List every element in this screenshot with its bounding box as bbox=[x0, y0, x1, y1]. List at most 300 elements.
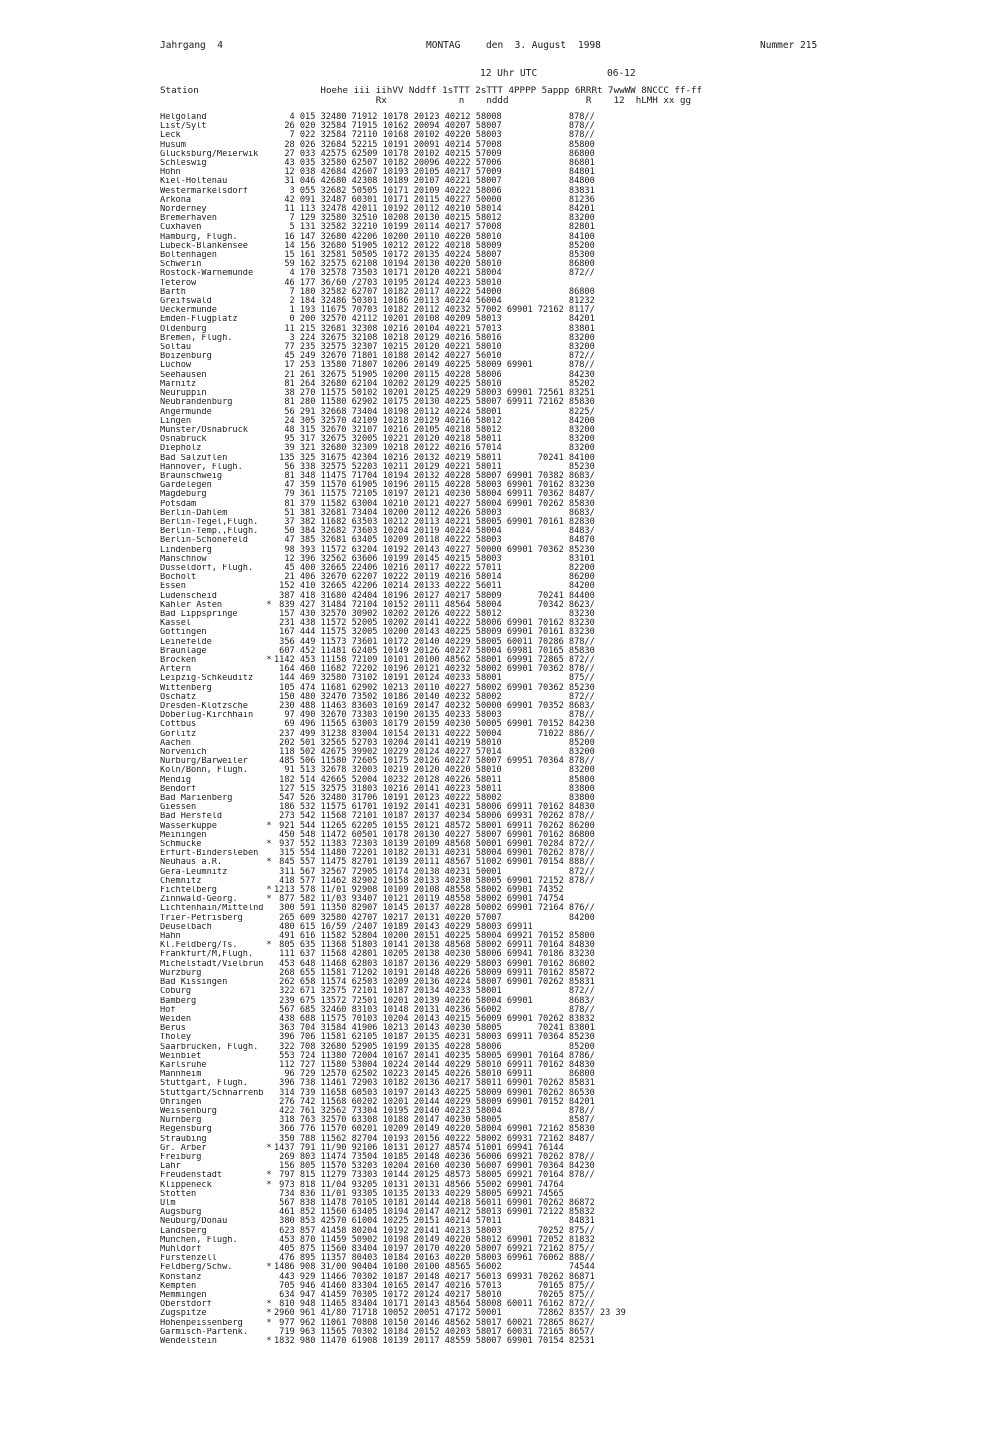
station-name: Mühldorf bbox=[160, 1244, 202, 1254]
mountain-marker bbox=[264, 536, 274, 545]
mountain-marker bbox=[264, 693, 274, 702]
station-values: 937 552 11383 72303 10139 20109 48568 50001 69901 70284 872// bbox=[274, 839, 595, 850]
station-values: 96 729 12570 62502 10223 20145 40226 58010 69911 86800 bbox=[274, 1069, 595, 1080]
station-name: Boltenhagen bbox=[160, 251, 217, 261]
station-values: 16 147 32680 42206 10200 20110 40220 58010 84100 bbox=[274, 231, 595, 242]
mountain-marker bbox=[264, 352, 274, 361]
station-values: 97 490 32670 73303 10190 20135 40233 58003 878// bbox=[274, 710, 595, 721]
station-name: Giessen bbox=[160, 803, 197, 813]
station-name: Braunlage bbox=[160, 646, 207, 656]
station-values: 56 338 32575 52203 10211 20129 40221 58011 85230 bbox=[274, 461, 595, 472]
mountain-marker bbox=[264, 564, 274, 573]
column-header-line-2: Rx n nddd R 12 hLMH xx gg bbox=[160, 95, 692, 106]
station-name: Doberlug-Kirchhain bbox=[160, 711, 254, 721]
station-name: Meiningen bbox=[160, 830, 207, 840]
mountain-marker: * bbox=[266, 1299, 272, 1310]
station-values: 1832 980 11470 61908 10139 20117 48559 58007 69901 70154 82531 bbox=[274, 1336, 595, 1347]
station-values: 634 947 41459 70305 10172 20124 40217 58010 70265 875// bbox=[274, 1290, 595, 1300]
station-name: Kiel-Holtenau bbox=[160, 177, 228, 187]
mountain-marker bbox=[264, 187, 274, 196]
station-name: Berlin-Temp.,Flugh. bbox=[160, 527, 259, 537]
mountain-marker bbox=[264, 177, 274, 186]
station-values: 51 381 32681 73404 10200 20112 40226 58003 8683/ bbox=[274, 507, 595, 518]
period-code-label: 06-12 bbox=[607, 68, 636, 79]
mountain-marker bbox=[264, 904, 274, 913]
station-name: Stuttgart/Schnarrenb bbox=[160, 1088, 264, 1098]
mountain-marker bbox=[264, 1043, 274, 1052]
station-name: München, Flugh. bbox=[160, 1235, 238, 1245]
station-values: 59 162 32575 62108 10194 20130 40220 58010 86800 bbox=[274, 259, 595, 270]
station-name: Straubing bbox=[160, 1134, 207, 1144]
mountain-marker: * bbox=[266, 1336, 272, 1347]
station-name: Osnabrück bbox=[160, 435, 207, 445]
mountain-marker bbox=[264, 435, 274, 444]
station-name: Oschatz bbox=[160, 692, 197, 702]
mountain-marker bbox=[264, 1190, 274, 1199]
station-name: Barth bbox=[160, 287, 186, 297]
mountain-marker bbox=[264, 361, 274, 370]
mountain-marker: * bbox=[266, 1142, 272, 1153]
station-name: Augsburg bbox=[160, 1208, 202, 1218]
station-name: Helgoland bbox=[160, 113, 207, 122]
mountain-marker bbox=[264, 141, 274, 150]
station-name: Garmisch-Partenk. bbox=[160, 1327, 248, 1337]
station-name: Essen bbox=[160, 582, 186, 592]
mountain-marker bbox=[264, 748, 274, 757]
station-name: Leinefelde bbox=[160, 637, 212, 647]
station-name: Hohenpeissenberg bbox=[160, 1318, 243, 1328]
station-values: 4 015 32480 71912 10178 20123 40212 58008 878// bbox=[274, 112, 595, 122]
mountain-marker bbox=[264, 518, 274, 527]
mountain-marker bbox=[264, 371, 274, 380]
station-values: 438 688 11575 70103 10204 20143 40215 56009 69901 70262 83832 bbox=[274, 1013, 595, 1024]
mountain-marker bbox=[264, 481, 274, 490]
mountain-marker: * bbox=[266, 1317, 272, 1328]
station-values: 839 427 31484 72104 10152 20111 48564 58004 70342 8623/ bbox=[274, 599, 595, 610]
mountain-marker bbox=[264, 131, 274, 140]
station-values: 105 474 11681 62902 10213 20110 40227 58002 69901 70362 85230 bbox=[274, 682, 595, 693]
station-name: Lingen bbox=[160, 416, 192, 426]
station-values: 567 838 11478 70105 10181 20144 40218 56011 69901 70262 86872 bbox=[274, 1197, 595, 1208]
mountain-marker bbox=[264, 619, 274, 628]
station-values: 547 526 32480 31706 10191 20123 40222 58002 83800 bbox=[274, 793, 595, 804]
mountain-marker bbox=[264, 702, 274, 711]
mountain-marker bbox=[264, 288, 274, 297]
mountain-marker: * bbox=[266, 1170, 272, 1181]
station-name: Düsseldorf, Flugh. bbox=[160, 563, 254, 573]
station-values: 47 359 11570 61905 10196 20115 40228 58003 69901 70162 83230 bbox=[274, 480, 595, 491]
station-name: Marnitz bbox=[160, 379, 197, 389]
station-name: Neuruppin bbox=[160, 389, 207, 399]
station-name: Schwerin bbox=[160, 260, 202, 270]
station-values: 81 348 11475 71704 10194 20132 40228 58007 69901 70382 8683/ bbox=[274, 470, 595, 481]
mountain-marker bbox=[264, 923, 274, 932]
station-name: Bad Kissingen bbox=[160, 978, 228, 988]
station-values: 135 325 31675 42304 10216 20132 40219 58011 70241 84100 bbox=[274, 452, 595, 463]
station-values: 734 836 11/01 93305 10135 20133 40229 58005 69921 74565 bbox=[274, 1188, 564, 1199]
mountain-marker bbox=[264, 408, 274, 417]
mountain-marker bbox=[264, 454, 274, 463]
station-values: 11 113 32478 42011 10192 20112 40210 58014 84201 bbox=[274, 204, 595, 215]
mountain-marker bbox=[264, 1116, 274, 1125]
date-label: den 3. August bbox=[486, 40, 567, 51]
station-name: Karlsruhe bbox=[160, 1060, 207, 1070]
station-name: Soltau bbox=[160, 343, 192, 353]
station-values: 318 763 32570 63308 10188 20147 40230 58005 8587/ bbox=[274, 1115, 595, 1126]
station-values: 91 513 32678 32003 10219 20120 40220 58010 83200 bbox=[274, 765, 595, 776]
station-values: 81 280 11580 62902 10175 20130 40225 58007 69911 72162 85830 bbox=[274, 397, 595, 408]
mountain-marker bbox=[264, 684, 274, 693]
table-row bbox=[160, 1337, 880, 1346]
station-name: Trier-Petrisberg bbox=[160, 913, 243, 923]
station-name: Dresden-Klotzsche bbox=[160, 702, 248, 711]
mountain-marker bbox=[264, 1236, 274, 1245]
station-name: Oldenburg bbox=[160, 324, 207, 334]
station-name: Berlin-Schönefeld bbox=[160, 536, 248, 546]
station-name: Erfurt-Bindersleben bbox=[160, 849, 259, 859]
station-name: Nürnberg bbox=[160, 1116, 202, 1126]
station-values: 405 875 11560 83404 10197 20170 40220 58007 69921 72162 875// bbox=[274, 1243, 595, 1254]
mountain-marker: * bbox=[266, 857, 272, 868]
station-name: Braunschweig bbox=[160, 471, 223, 481]
station-values: 797 815 11279 73303 10144 20125 48573 58005 69921 70164 878// bbox=[274, 1170, 595, 1181]
station-values: 921 544 11265 62205 10155 20121 48572 58001 69911 70262 86200 bbox=[274, 820, 595, 831]
station-values: 314 739 11658 60503 10197 20143 40225 58009 69901 70262 86530 bbox=[274, 1087, 595, 1098]
mountain-marker bbox=[264, 1199, 274, 1208]
mountain-marker: * bbox=[266, 940, 272, 951]
station-name: Ulm bbox=[160, 1198, 176, 1208]
utc-label: 12 Uhr UTC bbox=[480, 68, 538, 79]
station-values: 28 026 32684 52215 10191 20091 40214 57008 85800 bbox=[274, 139, 595, 150]
mountain-marker bbox=[264, 168, 274, 177]
station-values: 152 410 32665 42206 10214 20133 40222 56011 84200 bbox=[274, 581, 595, 592]
mountain-marker: * bbox=[266, 820, 272, 831]
station-name: Öhringen bbox=[160, 1097, 202, 1107]
mountain-marker bbox=[264, 1015, 274, 1024]
station-values: 387 418 31680 42404 10196 20127 40217 58009 70241 84400 bbox=[274, 590, 595, 601]
station-name: Mannheim bbox=[160, 1070, 202, 1080]
station-name: Kahler Asten bbox=[160, 600, 223, 610]
mountain-marker bbox=[264, 803, 274, 812]
station-values: 422 761 32562 73304 10195 20140 40223 58004 878// bbox=[274, 1105, 595, 1116]
mountain-marker bbox=[264, 1227, 274, 1236]
station-name: Deuselbach bbox=[160, 922, 212, 932]
station-values: 2960 961 41/80 71718 10052 20051 47172 50001 72862 8357/ 23 39 bbox=[274, 1308, 626, 1319]
mountain-marker bbox=[264, 766, 274, 775]
station-name: Bad Lippspringe bbox=[160, 609, 238, 619]
station-values: 322 671 32575 72101 10187 20134 40233 58001 872// bbox=[274, 986, 595, 997]
station-name: Bremen, Flugh. bbox=[160, 333, 233, 343]
mountain-marker bbox=[264, 398, 274, 407]
station-values: 877 582 11/03 93407 10121 20119 48558 58002 69901 74754 bbox=[274, 894, 564, 905]
station-values: 26 020 32584 71915 10162 20094 40207 58007 878// bbox=[274, 121, 595, 132]
jahrgang-label: Jahrgang 4 bbox=[160, 40, 223, 51]
station-values: 262 658 11574 62503 10209 20136 40224 58007 69901 70262 85831 bbox=[274, 977, 595, 988]
station-name: Nürburg/Barweiler bbox=[160, 757, 248, 767]
mountain-marker bbox=[264, 500, 274, 509]
station-values: 443 929 11466 70302 10187 20148 40217 56013 69931 70262 86871 bbox=[274, 1271, 595, 1282]
station-values: 269 803 11474 73504 10185 20148 40236 56006 69921 70262 878// bbox=[274, 1151, 595, 1162]
station-values: 4 170 32578 73503 10171 20120 40221 58004 872// bbox=[274, 268, 595, 279]
mountain-marker bbox=[264, 113, 274, 122]
station-values: 12 038 42684 42607 10193 20105 40217 57009 84801 bbox=[274, 167, 595, 178]
mountain-marker bbox=[264, 1273, 274, 1282]
station-name: List/Sylt bbox=[160, 122, 207, 132]
station-values: 118 502 42675 39902 10229 20124 40227 57014 83200 bbox=[274, 747, 595, 758]
station-values: 237 499 31238 83004 10154 20131 40222 50004 71022 886// bbox=[274, 728, 595, 739]
station-values: 1213 578 11/01 92908 10109 20108 48558 58002 69901 74352 bbox=[274, 885, 564, 896]
mountain-marker bbox=[264, 546, 274, 555]
station-values: 418 577 11462 82902 10158 20133 40230 58005 69901 72152 878// bbox=[274, 875, 595, 886]
mountain-marker bbox=[264, 306, 274, 315]
station-values: 81 379 11582 63004 10210 20121 40227 58004 69901 70262 85830 bbox=[274, 498, 595, 509]
mountain-marker bbox=[264, 1217, 274, 1226]
station-name: Freiburg bbox=[160, 1152, 202, 1162]
station-name: Gr. Arber bbox=[160, 1143, 207, 1153]
station-values: 453 870 11459 50902 10198 20149 40220 58012 69901 72052 81832 bbox=[274, 1234, 595, 1245]
station-name: Frankfurt/M,Flugh. bbox=[160, 950, 254, 960]
station-values: 50 384 32682 73603 10204 20119 40224 58004 8483/ bbox=[274, 526, 595, 537]
station-values: 322 708 32680 52905 10199 20135 40228 58006 85200 bbox=[274, 1041, 595, 1052]
mountain-marker bbox=[264, 159, 274, 168]
station-values: 567 685 32460 83103 10148 20131 40236 56002 878// bbox=[274, 1004, 595, 1015]
station-values: 3 224 32675 32108 10218 20129 40216 58016 83200 bbox=[274, 332, 595, 343]
mountain-marker bbox=[264, 233, 274, 242]
mountain-marker bbox=[264, 960, 274, 969]
mountain-marker bbox=[264, 987, 274, 996]
station-values: 79 361 11575 72105 10197 20121 40230 58004 69911 70362 8487/ bbox=[274, 489, 595, 500]
mountain-marker bbox=[264, 1208, 274, 1217]
station-values: 356 449 11573 73601 10172 20140 40229 58005 60011 70286 878// bbox=[274, 636, 595, 647]
mountain-marker bbox=[264, 389, 274, 398]
mountain-marker bbox=[264, 380, 274, 389]
station-values: 1437 791 11/90 92106 10131 20127 48574 51001 69941 76144 bbox=[274, 1142, 564, 1153]
station-values: 845 557 11475 82701 10139 20111 48567 51002 69901 70154 888// bbox=[274, 857, 595, 868]
mountain-marker bbox=[264, 711, 274, 720]
station-values: 0 200 32570 42112 10201 20108 40209 58013 84201 bbox=[274, 314, 595, 325]
station-name: Lindenberg bbox=[160, 545, 212, 555]
station-name: Klippeneck bbox=[160, 1180, 212, 1190]
day-label: MONTAG bbox=[426, 40, 461, 51]
station-name: Manschnow bbox=[160, 554, 207, 564]
station-values: 973 818 11/04 93205 10131 20131 48566 55002 69901 74764 bbox=[274, 1179, 564, 1190]
station-name: Neuhaus a.R. bbox=[160, 858, 223, 868]
station-values: 623 857 41458 80204 10192 20141 40213 58003 70252 875// bbox=[274, 1225, 595, 1236]
station-name: Tholey bbox=[160, 1033, 192, 1043]
station-name: Bad Hersfeld bbox=[160, 812, 223, 822]
mountain-marker: * bbox=[266, 654, 272, 665]
mountain-marker bbox=[264, 1079, 274, 1088]
station-values: 553 724 11380 72004 10167 20141 40235 58005 69901 70164 8786/ bbox=[274, 1050, 595, 1061]
mountain-marker bbox=[264, 1070, 274, 1079]
station-name: Lübeck-Blankensee bbox=[160, 241, 248, 251]
mountain-marker bbox=[264, 150, 274, 159]
mountain-marker bbox=[264, 279, 274, 288]
mountain-marker bbox=[264, 297, 274, 306]
mountain-marker: * bbox=[266, 839, 272, 850]
station-name: Bad Salzuflen bbox=[160, 453, 228, 463]
station-name: Hamburg, Flugh. bbox=[160, 232, 238, 242]
mountain-marker bbox=[264, 674, 274, 683]
station-name: Feldberg/Schw. bbox=[160, 1263, 233, 1273]
station-name: Rostock-Warnemünde bbox=[160, 269, 254, 279]
station-name: Greifswald bbox=[160, 297, 212, 307]
station-values: 311 567 32567 72905 10174 20138 40231 50001 872// bbox=[274, 866, 595, 877]
mountain-marker bbox=[264, 205, 274, 214]
station-name: Stuttgart, Flugh. bbox=[160, 1079, 248, 1089]
station-name: Emden-Flugplatz bbox=[160, 315, 238, 325]
station-name: Bad Marienberg bbox=[160, 794, 233, 804]
station-values: 7 129 32580 32510 10208 20130 40215 58012 83200 bbox=[274, 213, 595, 224]
station-values: 111 637 11568 42801 10205 20138 40230 58006 69941 70186 83230 bbox=[274, 949, 595, 960]
mountain-marker bbox=[264, 417, 274, 426]
station-values: 265 609 32580 42707 10217 20131 40220 57007 84200 bbox=[274, 912, 595, 923]
station-values: 164 460 11682 72202 10196 20121 40232 58002 69901 70362 878// bbox=[274, 664, 595, 675]
mountain-marker bbox=[264, 122, 274, 131]
station-name: Lüchow bbox=[160, 361, 192, 371]
mountain-marker bbox=[264, 444, 274, 453]
mountain-marker bbox=[264, 785, 274, 794]
mountain-marker bbox=[264, 555, 274, 564]
mountain-marker: * bbox=[266, 1179, 272, 1190]
station-name: Cuxhaven bbox=[160, 223, 202, 233]
mountain-marker bbox=[264, 269, 274, 278]
station-name: Bamberg bbox=[160, 996, 197, 1006]
station-values: 480 615 16/59 /2407 10189 20143 40229 58003 69911 bbox=[274, 921, 533, 932]
station-name: Saarbrücken, Flugh. bbox=[160, 1042, 259, 1052]
station-values: 24 305 32570 42109 10218 20129 40216 58012 84200 bbox=[274, 415, 595, 426]
mountain-marker bbox=[264, 1125, 274, 1134]
mountain-marker bbox=[264, 242, 274, 251]
station-values: 3 055 32682 50505 10171 20109 40222 58006 83831 bbox=[274, 185, 595, 196]
mountain-marker bbox=[264, 214, 274, 223]
station-values: 14 156 32680 51905 10212 20122 40218 58009 85200 bbox=[274, 240, 595, 251]
station-values: 453 648 11468 62803 10187 20136 40229 58003 69901 70162 86802 bbox=[274, 958, 595, 969]
station-values: 21 261 32675 51905 10200 20115 40228 58006 84230 bbox=[274, 369, 595, 380]
station-name: Schmücke bbox=[160, 840, 202, 850]
station-values: 56 291 32668 73404 10198 20112 40224 58001 8225/ bbox=[274, 406, 595, 417]
station-values: 366 776 11570 60201 10209 20149 40220 58004 69901 72162 85830 bbox=[274, 1124, 595, 1135]
mountain-marker bbox=[264, 573, 274, 582]
mountain-marker bbox=[264, 426, 274, 435]
station-values: 31 046 42680 42308 10189 20107 40221 58007 84800 bbox=[274, 176, 595, 187]
station-name: Bendorf bbox=[160, 784, 197, 794]
mountain-marker: * bbox=[266, 1308, 272, 1319]
station-name: Berlin-Tegel,Flugh. bbox=[160, 517, 259, 527]
station-values: 300 591 11350 82907 10145 20137 40228 50002 69901 72164 876// bbox=[274, 903, 595, 914]
mountain-marker bbox=[264, 1089, 274, 1098]
station-values: 150 480 32470 73502 10186 20140 40232 58002 872// bbox=[274, 691, 595, 702]
station-values: 230 488 11463 83603 10169 20147 40232 50000 69901 70352 8683/ bbox=[274, 701, 595, 711]
station-name: Freudenstadt bbox=[160, 1171, 223, 1181]
station-name: Köln/Bonn, Flugh. bbox=[160, 766, 248, 776]
station-values: 127 515 32575 31803 10216 20141 40223 58011 83800 bbox=[274, 783, 595, 794]
station-name: Wasserkuppe bbox=[160, 821, 217, 831]
station-values: 42 091 32487 60301 10171 20115 40227 50000 81236 bbox=[274, 194, 595, 205]
station-name: Leipzig-Schkeuditz bbox=[160, 674, 254, 684]
station-name: Berlin-Dahlem bbox=[160, 508, 228, 518]
mountain-marker bbox=[264, 914, 274, 923]
station-name: Berus bbox=[160, 1024, 186, 1034]
station-name: Göttingen bbox=[160, 628, 207, 638]
station-values: 396 706 11581 62105 10187 20135 40231 58003 69911 70364 85230 bbox=[274, 1032, 595, 1043]
mountain-marker bbox=[264, 223, 274, 232]
station-name: Wittenberg bbox=[160, 683, 212, 693]
station-name: Fürstenzell bbox=[160, 1254, 217, 1264]
station-name: Zinnwald-Georg. bbox=[160, 895, 238, 905]
table-row bbox=[160, 269, 880, 278]
station-name: Memmingen bbox=[160, 1291, 207, 1300]
station-name: Teterow bbox=[160, 278, 197, 288]
station-values: 11 215 32681 32308 10216 20104 40221 57013 83801 bbox=[274, 323, 595, 334]
station-values: 95 317 32675 32005 10221 20120 40218 58011 83200 bbox=[274, 434, 595, 445]
station-name: Artern bbox=[160, 665, 192, 675]
station-values: 461 852 11560 63405 10194 20147 40212 58013 69901 72122 85832 bbox=[274, 1207, 595, 1218]
station-values: 5 131 32582 32210 10199 20114 40217 57008 82801 bbox=[274, 222, 595, 233]
station-values: 46 177 36/60 /2703 10195 20124 40223 58010 bbox=[274, 277, 502, 288]
station-name: Ueckermünde bbox=[160, 306, 217, 316]
mountain-marker bbox=[264, 950, 274, 959]
station-values: 45 249 32670 71801 10188 20142 40227 56010 872// bbox=[274, 351, 595, 362]
station-values: 805 635 11368 51803 10141 20138 48568 58002 69911 70164 84830 bbox=[274, 940, 595, 951]
station-values: 363 704 31584 41906 10213 20143 40230 58005 70241 83801 bbox=[274, 1023, 595, 1034]
year-label: 1998 bbox=[578, 40, 601, 51]
station-name: Kl.Feldberg/Ts. bbox=[160, 941, 238, 951]
station-name: Schleswig bbox=[160, 159, 207, 169]
station-name: Wendelstein bbox=[160, 1337, 217, 1347]
station-values: 156 805 11570 53203 10204 20160 40230 56007 69901 70364 84230 bbox=[274, 1161, 595, 1172]
station-values: 239 675 13572 72501 10201 20139 40226 58004 69901 8683/ bbox=[274, 995, 595, 1006]
station-name: Hahn bbox=[160, 932, 181, 942]
station-values: 21 406 32670 62207 10222 20119 40216 58014 86200 bbox=[274, 572, 595, 583]
mountain-marker bbox=[264, 1052, 274, 1061]
mountain-marker bbox=[264, 776, 274, 785]
mountain-marker bbox=[264, 628, 274, 637]
mountain-marker bbox=[264, 1033, 274, 1042]
station-name: Lüdenscheid bbox=[160, 591, 217, 601]
mountain-marker bbox=[264, 739, 274, 748]
station-name: Fichtelberg bbox=[160, 886, 217, 896]
mountain-marker bbox=[264, 730, 274, 739]
station-values: 705 946 41460 83304 10165 20147 40216 57013 70165 875// bbox=[274, 1280, 595, 1291]
station-name: Stötten bbox=[160, 1189, 197, 1199]
mountain-marker: * bbox=[266, 1262, 272, 1273]
station-name: Mendig bbox=[160, 775, 192, 785]
station-values: 69 496 11565 63003 10179 20159 40230 50005 69901 70152 84230 bbox=[274, 719, 595, 730]
mountain-marker bbox=[264, 196, 274, 205]
station-name: Chemnitz bbox=[160, 876, 202, 886]
mountain-marker: * bbox=[266, 599, 272, 610]
station-values: 1142 453 11158 72109 10101 20100 48562 58001 69991 72865 872// bbox=[274, 654, 595, 665]
station-values: 485 506 11580 72605 10175 20126 40227 58007 69951 70364 878// bbox=[274, 756, 595, 767]
mountain-marker bbox=[264, 757, 274, 766]
mountain-marker bbox=[264, 325, 274, 334]
station-name: Weinbiet bbox=[160, 1051, 202, 1061]
mountain-marker bbox=[264, 969, 274, 978]
station-name: Görlitz bbox=[160, 729, 197, 739]
station-values: 186 532 11575 61701 10192 20141 40231 58006 69911 70162 84830 bbox=[274, 802, 595, 813]
station-name: Husum bbox=[160, 140, 186, 150]
station-name: Nörvenich bbox=[160, 748, 207, 758]
mountain-marker bbox=[264, 1024, 274, 1033]
mountain-marker bbox=[264, 1098, 274, 1107]
station-values: 491 616 11582 52804 10200 20151 40225 58004 69921 70152 85800 bbox=[274, 931, 595, 942]
mountain-marker bbox=[264, 1153, 274, 1162]
station-values: 45 400 32665 22406 10216 20117 40222 57011 82200 bbox=[274, 562, 595, 573]
mountain-marker bbox=[264, 720, 274, 729]
station-name: Aachen bbox=[160, 738, 192, 748]
station-values: 396 738 11461 72903 10182 20136 40217 58011 69901 70262 85831 bbox=[274, 1078, 595, 1089]
